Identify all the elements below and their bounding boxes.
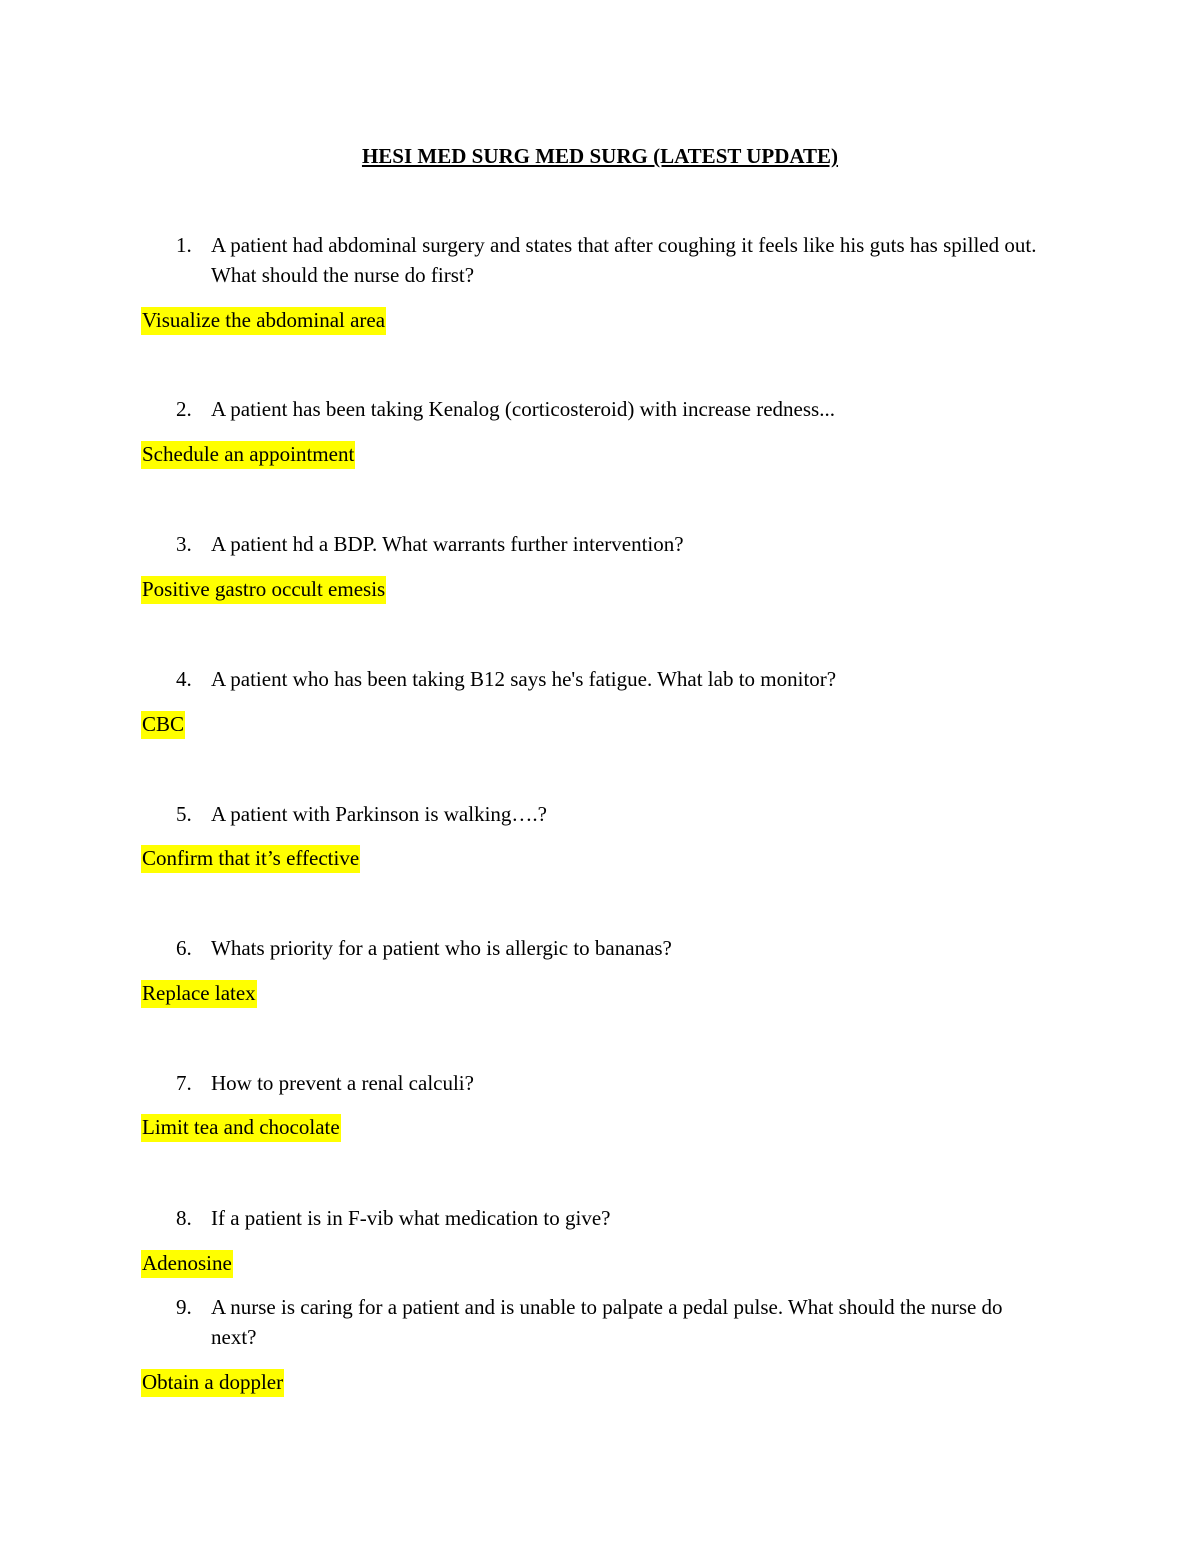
answer-9 (141, 1368, 284, 1396)
question-number: 8. (176, 1206, 192, 1230)
question-text: A patient who has been taking B12 says he's fatigue. What lab to monitor? (211, 667, 837, 691)
question-8 (176, 1203, 1056, 1233)
question-text: A patient has been taking Kenalog (corticosteroid) with increase redness... (211, 397, 835, 421)
answer-highlight: Positive gastro occult emesis (141, 576, 386, 604)
question-6 (176, 933, 1056, 963)
answer-4 (141, 710, 185, 738)
question-number: 6. (176, 936, 192, 960)
question-number: 5. (176, 802, 192, 826)
question-1 (176, 230, 1056, 290)
question-3 (176, 529, 1056, 559)
question-text: Whats priority for a patient who is allergic to bananas? (211, 936, 672, 960)
question-9 (176, 1292, 1056, 1352)
answer-6 (141, 979, 257, 1007)
answer-highlight: Limit tea and chocolate (141, 1114, 341, 1142)
question-text: A patient hd a BDP. What warrants further intervention? (211, 532, 684, 556)
document-title: HESI MED SURG MED SURG (LATEST UPDATE) (361, 144, 839, 168)
question-text: A nurse is caring for a patient and is unable to palpate a pedal pulse. What should the nurse do next? (211, 1295, 1003, 1349)
answer-8 (141, 1249, 233, 1277)
answer-3 (141, 575, 386, 603)
question-number: 9. (176, 1295, 192, 1319)
answer-highlight: Adenosine (141, 1250, 233, 1278)
question-text: How to prevent a renal calculi? (211, 1071, 474, 1095)
question-2 (176, 394, 1056, 424)
question-text: If a patient is in F-vib what medication to give? (211, 1206, 611, 1230)
answer-highlight: Schedule an appointment (141, 441, 355, 469)
question-number: 2. (176, 397, 192, 421)
answer-7 (141, 1113, 341, 1141)
answer-2 (141, 440, 355, 468)
answer-1 (141, 306, 386, 334)
answer-highlight: Visualize the abdominal area (141, 307, 386, 335)
question-number: 1. (176, 233, 192, 257)
question-number: 4. (176, 667, 192, 691)
question-number: 3. (176, 532, 192, 556)
question-number: 7. (176, 1071, 192, 1095)
question-text: A patient with Parkinson is walking….? (211, 802, 547, 826)
answer-highlight: Confirm that it’s effective (141, 845, 360, 873)
question-4 (176, 664, 1056, 694)
answer-5 (141, 844, 360, 872)
question-text: A patient had abdominal surgery and states that after coughing it feels like his guts has spilled out. What should the nurse do first? (211, 233, 1037, 287)
question-7 (176, 1068, 1056, 1098)
answer-highlight: Replace latex (141, 980, 257, 1008)
answer-highlight: CBC (141, 711, 185, 739)
answer-highlight: Obtain a doppler (141, 1369, 284, 1397)
question-5 (176, 799, 1056, 829)
